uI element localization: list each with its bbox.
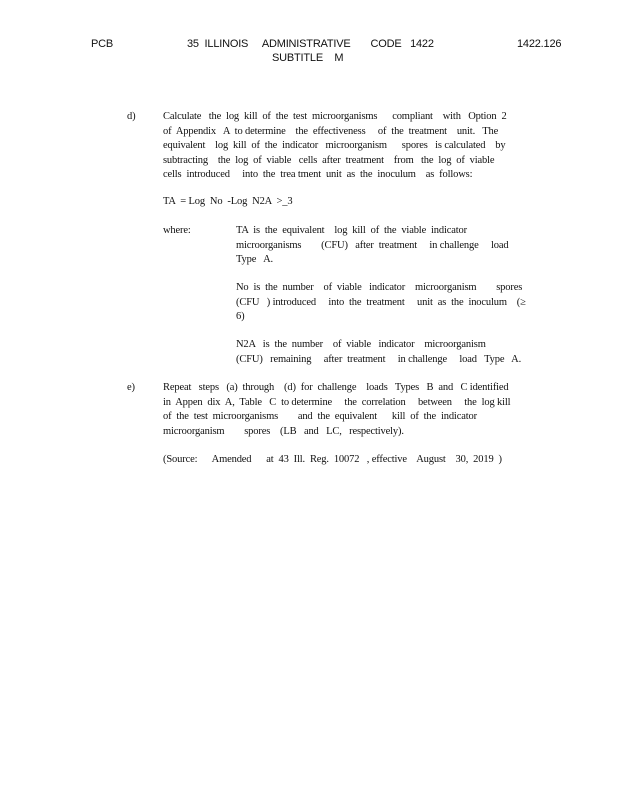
formula: TA = Log No -Log N2A >_3	[163, 196, 293, 207]
text-line: Repeat steps (a) through (d) for challenge loads Types B and C identified	[163, 382, 509, 393]
definition-n2a	[236, 338, 521, 367]
text-line: Calculate the log kill of the test microorganisms compliant with Option 2	[163, 111, 507, 122]
text-line: No is the number of viable indicator microorganism spores	[236, 282, 523, 293]
where-label: where:	[163, 225, 191, 236]
text-line: in Appen dix A, Table C to determine the correlation between the log kill	[163, 396, 511, 408]
header-section-number: 1422.126	[517, 38, 562, 50]
text-line: TA is the equivalent log kill of the viable indicator	[236, 225, 468, 236]
text-line: equivalent log kill of the indicator microorganism spores is calculated by	[163, 140, 506, 151]
section-d-label: d)	[127, 111, 136, 122]
header-agency: PCB	[91, 38, 114, 50]
text-line: of the test microorganisms and the equivalent kill of the indicator	[163, 411, 477, 422]
text-line: microorganisms (CFU) after treatment in challenge load	[236, 239, 509, 251]
source-note: (Source: Amended at 43 Ill. Reg. 10072 , effective August 30, 2019 )	[163, 454, 502, 465]
section-e-paragraph	[163, 381, 510, 439]
text-line: microorganism spores (LB and LC, respectively).	[163, 425, 404, 437]
text-line: subtracting the log of viable cells after treatment from the log of viable	[163, 154, 495, 166]
text-line: 6)	[236, 311, 245, 322]
section-d-paragraph	[163, 110, 507, 183]
header-title: 35 ILLINOIS ADMINISTRATIVE CODE 1422	[187, 38, 434, 50]
text-line: (CFU ) introduced into the treatment unit as the inoculum (≥	[236, 296, 526, 308]
text-line: N2A is the number of viable indicator microorganism	[236, 339, 486, 350]
text-line: of Appendix A to determine the effectiveness of the treatment unit. The	[163, 125, 499, 137]
definition-no	[236, 281, 526, 325]
text-line: cells introduced into the trea tment unit as the inoculum as follows:	[163, 169, 473, 180]
text-line: Type A.	[236, 254, 273, 265]
section-e-label: e)	[127, 382, 135, 393]
definition-ta	[236, 224, 508, 268]
text-line: (CFU) remaining after treatment in challenge load Type A.	[236, 353, 522, 365]
header-subtitle: SUBTITLE M	[272, 52, 344, 64]
